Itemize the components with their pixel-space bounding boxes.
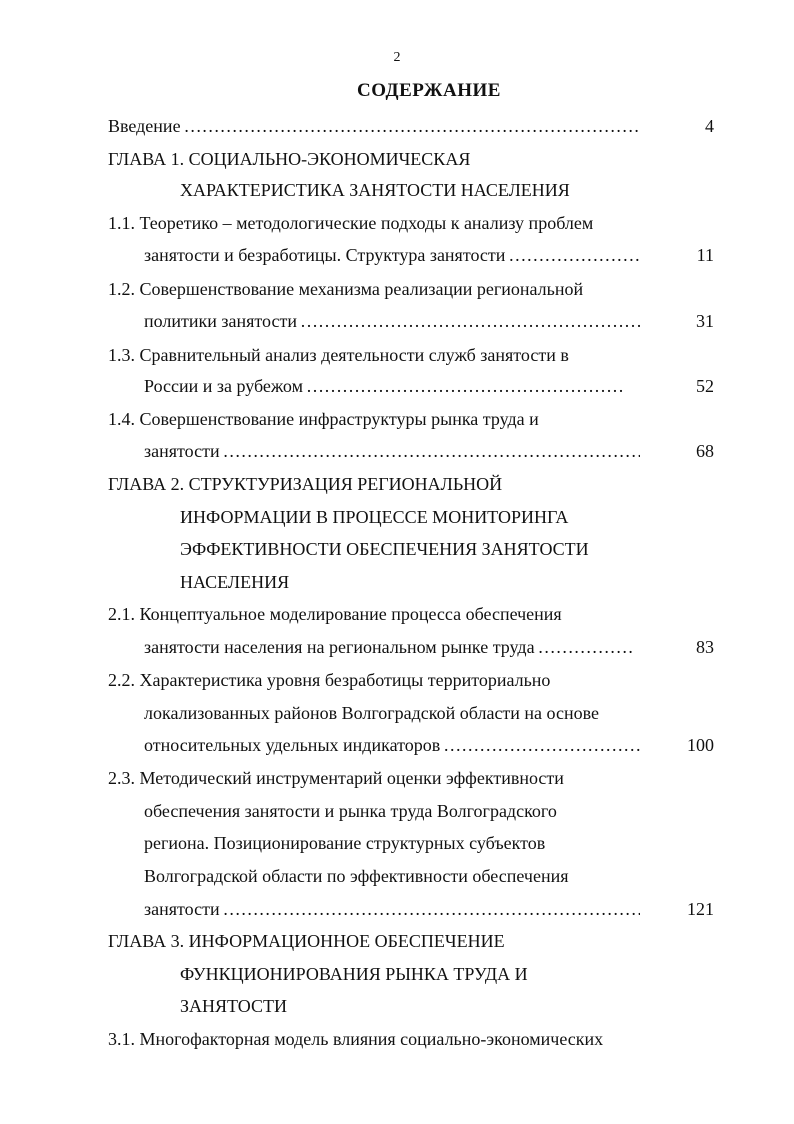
toc-page-number: 121 — [687, 899, 714, 919]
toc-entry-line: 2.3. Методический инструментарий оценки эффективности — [108, 768, 564, 788]
toc-page-number: 52 — [696, 376, 714, 396]
toc-entry-line — [144, 372, 626, 400]
page-number: 2 — [393, 50, 401, 65]
leader-dots — [184, 112, 640, 140]
toc-entry-line — [144, 633, 634, 661]
toc-page-number: 68 — [696, 441, 714, 461]
leader-dots — [223, 895, 640, 923]
toc-entry-line: Волгоградской области по эффективности обеспечения — [144, 866, 569, 886]
toc-page-number: 100 — [687, 735, 714, 755]
chapter-heading: ГЛАВА 2. СТРУКТУРИЗАЦИЯ РЕГИОНАЛЬНОЙ — [108, 474, 503, 494]
toc-entry-line: локализованных районов Волгоградской области на основе — [144, 703, 600, 723]
toc-page-number: 4 — [705, 116, 714, 136]
leader-dots — [443, 731, 640, 759]
chapter-heading: ХАРАКТЕРИСТИКА ЗАНЯТОСТИ НАСЕЛЕНИЯ — [180, 180, 570, 200]
leader-dots — [538, 633, 634, 661]
toc-entry-line: 1.2. Совершенствование механизма реализации региональной — [108, 279, 584, 299]
toc-entry-line: региона. Позиционирование структурных субъектов — [144, 833, 546, 853]
toc-entry-line — [144, 895, 640, 923]
chapter-heading: ЭФФЕКТИВНОСТИ ОБЕСПЕЧЕНИЯ ЗАНЯТОСТИ — [180, 539, 589, 559]
toc-entry-label: занятости населения на региональном рынке труда — [144, 637, 535, 657]
toc-entry-line — [144, 437, 640, 465]
toc-entry-line: 1.1. Теоретико – методологические подходы к анализу проблем — [108, 213, 594, 233]
toc-entry-line — [144, 241, 640, 269]
toc-entry-line: 2.1. Концептуальное моделирование процесса обеспечения — [108, 604, 562, 624]
chapter-heading: ФУНКЦИОНИРОВАНИЯ РЫНКА ТРУДА И — [180, 964, 528, 984]
toc-entry-line: 1.4. Совершенствование инфраструктуры рынка труда и — [108, 409, 539, 429]
leader-dots — [223, 437, 640, 465]
chapter-heading: НАСЕЛЕНИЯ — [180, 572, 290, 592]
toc-entry-label: России и за рубежом — [144, 376, 303, 396]
chapter-heading: ГЛАВА 1. СОЦИАЛЬНО-ЭКОНОМИЧЕСКАЯ — [108, 149, 471, 169]
chapter-heading: ГЛАВА 3. ИНФОРМАЦИОННОЕ ОБЕСПЕЧЕНИЕ — [108, 931, 505, 951]
toc-page-number: 31 — [696, 311, 714, 331]
leader-dots — [508, 241, 640, 269]
toc-entry-label: занятости и безработицы. Структура занятости — [144, 245, 506, 265]
toc-page-number: 11 — [696, 245, 714, 265]
toc-entry-label: политики занятости — [144, 311, 297, 331]
toc-entry-label: занятости — [144, 441, 220, 461]
toc-entry-line: 1.3. Сравнительный анализ деятельности служб занятости в — [108, 345, 569, 365]
toc-entry-line: 2.2. Характеристика уровня безработицы территориально — [108, 670, 551, 690]
leader-dots — [306, 372, 626, 400]
toc-title: СОДЕРЖАНИЕ — [357, 80, 501, 101]
leader-dots — [300, 307, 640, 335]
chapter-heading: ЗАНЯТОСТИ — [180, 996, 287, 1016]
toc-page-number: 83 — [696, 637, 714, 657]
toc-entry-line — [144, 307, 640, 335]
toc-entry-label: занятости — [144, 899, 220, 919]
toc-entry-label: Введение — [108, 116, 181, 136]
toc-entry-line: обеспечения занятости и рынка труда Волгоградского — [144, 801, 557, 821]
toc-entry-line: 3.1. Многофакторная модель влияния социально-экономических — [108, 1029, 604, 1049]
toc-entry-intro — [108, 112, 640, 140]
chapter-heading: ИНФОРМАЦИИ В ПРОЦЕССЕ МОНИТОРИНГА — [180, 507, 569, 527]
toc-entry-line — [144, 731, 640, 759]
toc-entry-label: относительных удельных индикаторов — [144, 735, 441, 755]
